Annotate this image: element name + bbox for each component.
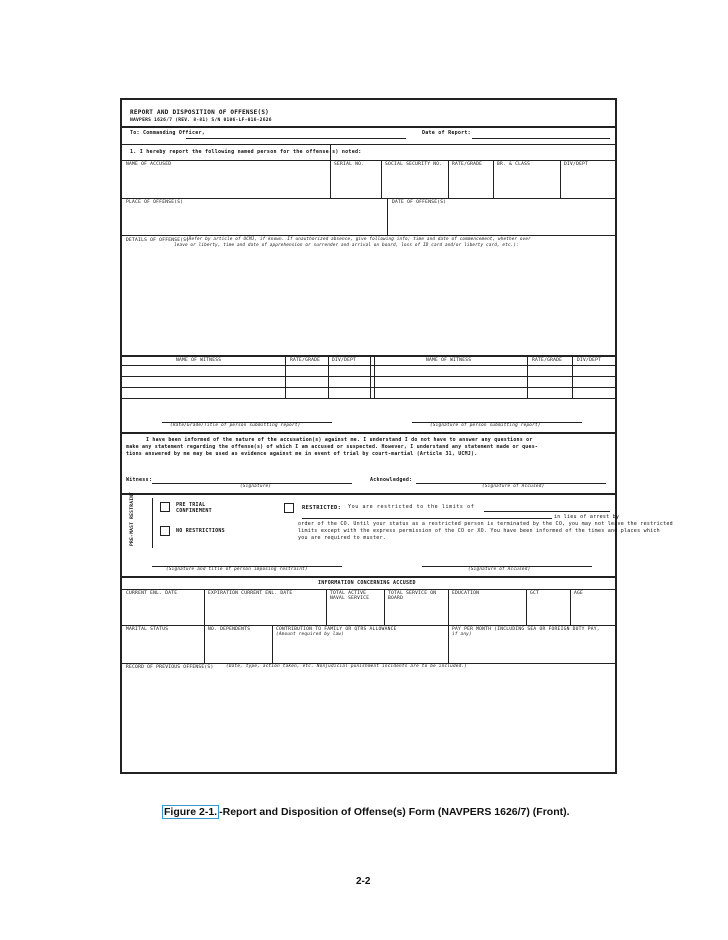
divider <box>122 576 615 578</box>
education-label: EDUCATION <box>452 591 480 596</box>
rights-line1: I have been informed of the nature of the accusation(s) against me. I understand I do not have to answer any questions or <box>146 437 533 443</box>
divider <box>122 398 615 399</box>
divider <box>330 160 331 198</box>
witness-label: Witness: <box>126 477 153 483</box>
divider <box>328 355 329 398</box>
divider <box>570 589 571 625</box>
pay-per-month-label: PAY PER MONTH (INCLUDING SEA OR FOREIGN DUTY PAY, <box>452 627 600 632</box>
blank-line <box>484 511 610 512</box>
gct-label: GCT <box>530 591 540 596</box>
witness-name-header-right: NAME OF WITNESS <box>426 358 472 363</box>
divider <box>560 160 561 198</box>
rate-grade-label: RATE/GRADE <box>452 162 483 167</box>
page-number: 2-2 <box>356 876 371 887</box>
figure-number: Figure 2-1. <box>164 806 218 818</box>
details-instructions-line2: leave or liberty, time and date of apprehension or surrender and arrival on board, loss of ID card and/or liberty card, etc.): <box>174 243 519 248</box>
item-1-statement: 1. I hereby report the following named person for the offense(s) noted: <box>130 149 362 155</box>
submitter-signature-label: (Signature of person submitting report) <box>430 423 541 428</box>
no-dependents-label: NO. DEPENDENTS <box>208 627 251 632</box>
divider <box>526 589 527 625</box>
to-commanding-officer: To: Commanding Officer, <box>130 130 205 136</box>
witness-name-header-left: NAME OF WITNESS <box>176 358 222 363</box>
current-enl-date-label: CURRENT ENL. DATE <box>126 591 178 596</box>
offense-report-form <box>120 98 673 774</box>
name-of-accused-label: NAME OF ACCUSED <box>126 162 172 167</box>
divider <box>448 160 449 198</box>
caption-text: Report and Disposition of Offense(s) Form (NAVPERS 1626/7) (Front). <box>222 806 570 818</box>
blank-line <box>472 138 610 139</box>
restricted-body-line1: order of the CO. Until your status as a restricted person is terminated by the CO, you may not leave the restricted <box>298 521 673 527</box>
total-active-service-label: TOTAL ACTIVE NAVAL SERVICE <box>330 591 370 602</box>
divider <box>122 365 615 366</box>
amount-required-label: (Amount required by law) <box>276 632 345 637</box>
restricted-body-line2: limits except with the express permission of the CO or XO. You have been informed of the times and places which <box>298 528 660 534</box>
divider <box>122 235 615 236</box>
divider <box>122 126 615 128</box>
divider <box>493 160 494 198</box>
acknowledged-label: Acknowledged: <box>370 477 413 483</box>
age-label: AGE <box>574 591 584 596</box>
total-service-onboard-label: TOTAL SERVICE ON BOARD <box>388 591 437 602</box>
no-restrictions-label: NO RESTRICTIONS <box>176 528 225 534</box>
divider <box>122 376 615 377</box>
br-class-label: BR. & CLASS <box>497 162 531 167</box>
form-title: REPORT AND DISPOSITION OF OFFENSE(S) <box>130 109 270 116</box>
divider <box>381 160 382 198</box>
expiration-enl-date-label: EXPIRATION CURRENT ENL. DATE <box>208 591 293 596</box>
divider <box>204 589 205 625</box>
divider <box>384 589 385 625</box>
divider <box>122 355 615 357</box>
pretrial-confinement-checkbox[interactable] <box>160 502 170 512</box>
divider <box>330 144 331 160</box>
witness-rate-header-right: RATE/GRADE <box>532 358 563 363</box>
date-of-report-label: Date of Report: <box>422 130 471 136</box>
rights-line3: tions answered by me may be used as evidence against me in event of trial by court-martial (Article 31, UCMJ). <box>126 451 478 457</box>
divider <box>370 355 371 398</box>
premast-restraint-label: PRE-MAST RESTRAINT <box>130 491 135 546</box>
form-number: NAVPERS 1626/7 (REV. 8-81) S/N 0106-LF-016-2626 <box>130 118 272 123</box>
imposing-restraint-signature-label: (Signature and title of person imposing restraint) <box>166 567 308 572</box>
in-lieu-of-arrest-text: in lieu of arrest by <box>554 514 620 520</box>
divider <box>374 355 375 398</box>
details-of-offense-label: DETAILS OF OFFENSE(S) <box>126 238 190 243</box>
divider <box>387 198 388 235</box>
record-previous-offenses-label: RECORD OF PREVIOUS OFFENSE(S) <box>126 665 214 670</box>
marital-status-label: MARITAL STATUS <box>126 627 169 632</box>
witness-rate-header-left: RATE/GRADE <box>290 358 321 363</box>
divider <box>122 160 615 161</box>
divider <box>527 355 528 398</box>
div-dept-label: DIV/DEPT <box>564 162 589 167</box>
witness-div-header-right: DIV/DEPT <box>577 358 602 363</box>
details-instructions-line1: (Refer by article of UCMJ, if known. If unauthorized absence, give following info; time and date of commencement, whether over <box>186 237 531 242</box>
blank-line <box>186 138 406 139</box>
caption-dash: - <box>219 806 223 818</box>
restricted-label: RESTRICTED: <box>302 505 342 511</box>
divider <box>152 498 153 548</box>
divider <box>204 625 205 663</box>
pay-if-any-label: if any) <box>452 632 472 637</box>
date-of-offense-label: DATE OF OFFENSE(S) <box>392 200 447 205</box>
info-concerning-accused-header: INFORMATION CONCERNING ACCUSED <box>318 580 416 586</box>
pretrial-confinement-label: PRE TRIAL CONFINEMENT <box>176 502 212 514</box>
no-restrictions-checkbox[interactable] <box>160 526 170 536</box>
accused-signature-label-2: (Signature of Accused) <box>468 567 531 572</box>
record-instructions: (Date, type, action taken, etc. Nonjudicial punishment incidents are to be included.) <box>226 664 468 669</box>
witness-signature-label: (Signature) <box>240 484 272 489</box>
submitter-rate-title-label: (Rate/Grade/Title of person submitting report) <box>170 423 301 428</box>
divider <box>122 625 615 626</box>
divider <box>122 198 615 199</box>
blank-line <box>302 518 552 519</box>
divider <box>285 355 286 398</box>
contribution-label: CONTRIBUTION TO FAMILY OR QTRS ALLOWANCE <box>276 627 397 632</box>
divider <box>122 493 615 495</box>
place-of-offense-label: PLACE OF OFFENSE(S) <box>126 200 184 205</box>
divider <box>122 589 615 590</box>
divider <box>272 625 273 663</box>
restricted-body-line3: you are required to muster. <box>298 535 387 541</box>
divider <box>122 387 615 388</box>
divider <box>122 432 615 434</box>
restricted-checkbox[interactable] <box>284 503 294 513</box>
rights-line2: make any statement regarding the offense(s) of which I am accused or suspected. However, I understand any statement made or ques- <box>126 444 539 450</box>
ssn-label: SOCIAL SECURITY NO. <box>385 162 443 167</box>
divider <box>448 589 449 625</box>
divider <box>122 144 615 145</box>
divider <box>572 355 573 398</box>
accused-signature-label: (Signature of Accused) <box>482 484 545 489</box>
restricted-limits-text: You are restricted to the limits of <box>348 504 475 510</box>
witness-div-header-left: DIV/DEPT <box>332 358 357 363</box>
divider <box>448 625 449 663</box>
divider <box>326 589 327 625</box>
figure-caption <box>162 806 570 818</box>
serial-no-label: SERIAL NO. <box>334 162 365 167</box>
